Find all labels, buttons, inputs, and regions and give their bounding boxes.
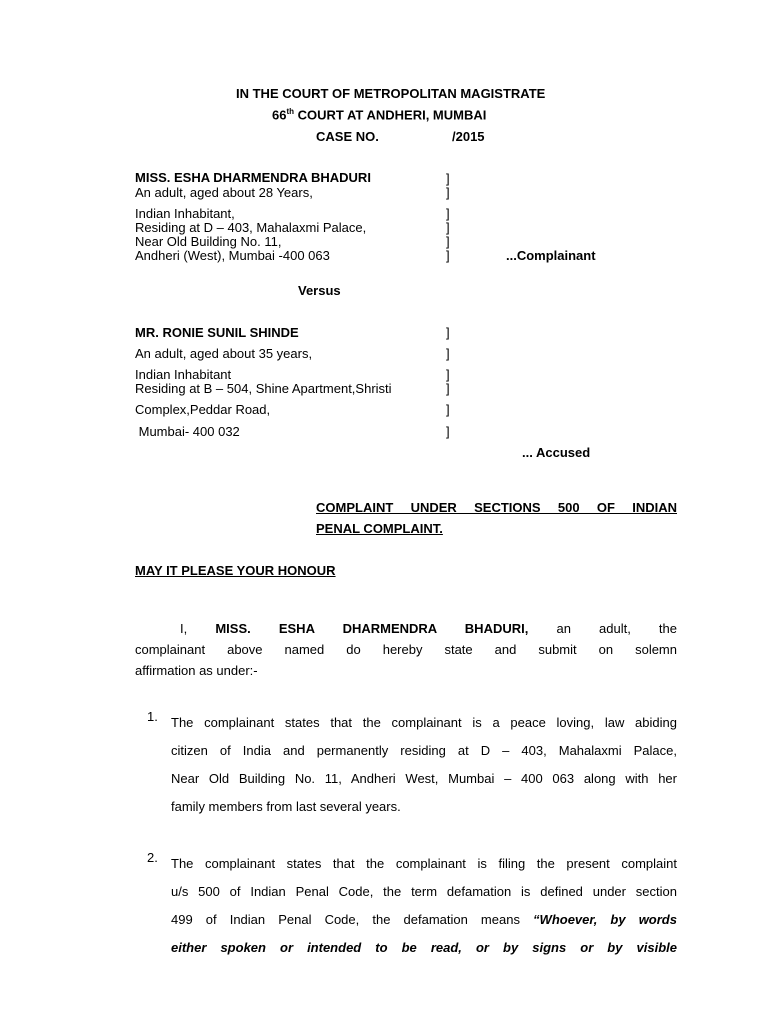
court-subheading <box>272 107 486 122</box>
accused-line: Residing at B – 504, Shine Apartment,Shristi <box>135 381 392 396</box>
point-line <box>171 906 677 934</box>
point-number: 1. <box>147 709 158 724</box>
accused-line: An adult, aged about 35 years, <box>135 346 313 361</box>
court-location: COURT AT ANDHERI, MUMBAI <box>294 107 487 123</box>
bracket: ] <box>446 234 450 249</box>
point-line-text: 499 of Indian Penal Code, the defamation means <box>171 912 520 927</box>
complainant-role: ...Complainant <box>506 248 596 263</box>
bracket: ] <box>446 424 450 439</box>
point-paragraph <box>171 850 677 962</box>
point-number: 2. <box>147 850 158 865</box>
salutation: MAY IT PLEASE YOUR HONOUR <box>135 563 336 578</box>
bracket: ] <box>446 381 450 396</box>
complainant-name: MISS. ESHA DHARMENDRA BHADURI <box>135 170 371 185</box>
bracket: ] <box>446 248 450 263</box>
intro-name: MISS. ESHA DHARMENDRA BHADURI, <box>215 621 529 636</box>
point-line: Near Old Building No. 11, Andheri West, Mumbai – 400 063 along with her <box>171 771 677 786</box>
court-number: 66 <box>272 107 287 123</box>
complaint-title <box>316 500 677 515</box>
versus-label: Versus <box>298 283 341 298</box>
bracket: ] <box>446 346 450 361</box>
title-line: COMPLAINT UNDER SECTIONS 500 OF INDIAN <box>316 500 677 515</box>
court-heading: IN THE COURT OF METROPOLITAN MAGISTRATE <box>236 86 546 101</box>
bracket: ] <box>446 206 450 221</box>
accused-line: Indian Inhabitant <box>135 367 232 382</box>
bracket: ] <box>446 171 450 186</box>
complainant-line: An adult, aged about 28 Years, <box>135 185 313 200</box>
complainant-line: Andheri (West), Mumbai -400 063 <box>135 248 330 263</box>
point-line: u/s 500 of Indian Penal Code, the term defamation is defined under section <box>171 884 677 899</box>
point-line: The complainant states that the complainant is a peace loving, law abiding <box>171 715 677 730</box>
bracket: ] <box>446 185 450 200</box>
title-line: PENAL COMPLAINT. <box>316 521 443 536</box>
accused-role: ... Accused <box>522 445 591 460</box>
point-line: citizen of India and permanently residing at D – 403, Mahalaxmi Palace, <box>171 743 677 758</box>
intro-line: affirmation as under:- <box>135 663 258 678</box>
point-paragraph <box>171 709 677 821</box>
point-line: family members from last several years. <box>171 799 401 814</box>
bracket: ] <box>446 325 450 340</box>
court-number-suffix: th <box>286 107 295 116</box>
intro-paragraph <box>135 618 677 681</box>
bracket: ] <box>446 220 450 235</box>
quote-line: either spoken or intended to be read, or by signs or by visible <box>171 940 677 955</box>
quote-text: “Whoever, by words <box>533 912 677 927</box>
complainant-line: Near Old Building No. 11, <box>135 234 282 249</box>
complainant-line: Residing at D – 403, Mahalaxmi Palace, <box>135 220 367 235</box>
point-line: The complainant states that the complainant is filing the present complaint <box>171 856 677 871</box>
intro-prefix: I, <box>180 621 188 636</box>
case-number-label: CASE NO. <box>316 129 379 144</box>
intro-line: complainant above named do hereby state and submit on solemn <box>135 642 677 657</box>
complainant-line: Indian Inhabitant, <box>135 206 235 221</box>
bracket: ] <box>446 367 450 382</box>
bracket: ] <box>446 402 450 417</box>
accused-name: MR. RONIE SUNIL SHINDE <box>135 325 299 340</box>
case-number-value: /2015 <box>452 129 485 144</box>
accused-line: Mumbai- 400 032 <box>135 424 240 439</box>
accused-line: Complex,Peddar Road, <box>135 402 271 417</box>
intro-line <box>135 618 677 639</box>
intro-suffix: an adult, the <box>556 621 677 636</box>
